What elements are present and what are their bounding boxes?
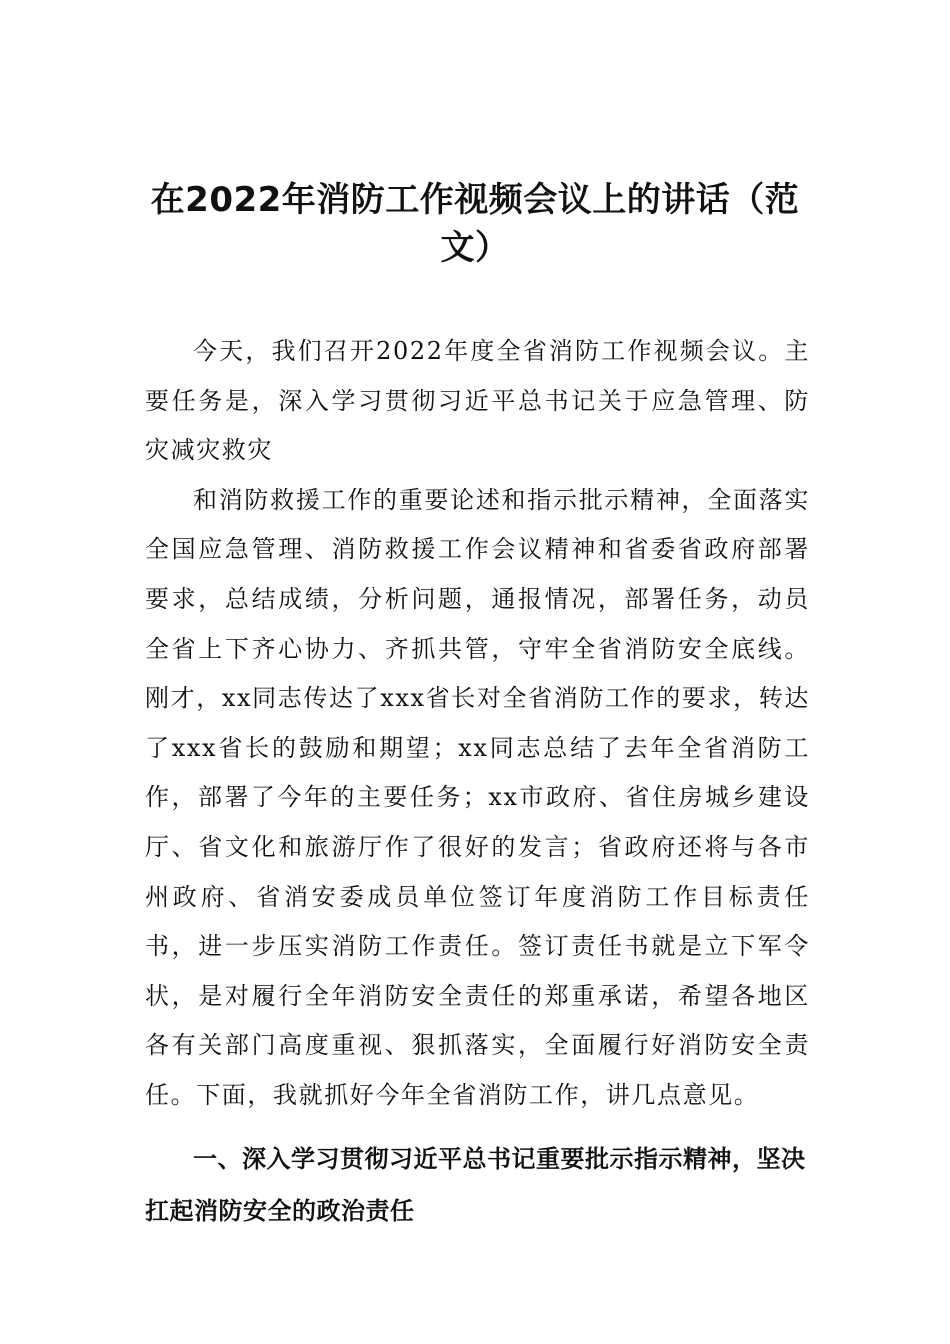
body-paragraph: 今天，我们召开2022年度全省消防工作视频会议。主要任务是，深入学习贯彻习近平总书记关于应急管理、防灾减灾救灾	[145, 337, 810, 465]
document-title: 在2022年消防工作视频会议上的讲话（范文）	[150, 180, 800, 268]
document-body	[145, 327, 810, 1237]
section-heading: 一、深入学习贯彻习近平总书记重要批示指示精神，坚决扛起消防安全的政治责任	[145, 1144, 806, 1225]
body-paragraph: 和消防救援工作的重要论述和指示批示精神，全面落实全国应急管理、消防救援工作会议精神和省委省政府部署要求，总结成绩，分析问题，通报情况，部署任务，动员全省上下齐心协力、齐抓共管，守牢全省消防安全底线。刚才，xx同志传达了xxx省长对全省消防工作的要求，转达了xxx省长的鼓励和期望；xx同志总结了去年全省消防工作，部署了今年的主要任务；xx市政府、省住房城乡建设厅、省文化和旅游厅作了很好的发言；省政府还将与各市州政府、省消安委成员单位签订年度消防工作目标责任书，进一步压实消防工作责任。签订责任书就是立下军令状，是对履行全年消防安全责任的郑重承诺，希望各地区各有关部门高度重视、狠抓落实，全面履行好消防安全责任。下面，我就抓好今年全省消防工作，讲几点意见。	[145, 485, 810, 1109]
